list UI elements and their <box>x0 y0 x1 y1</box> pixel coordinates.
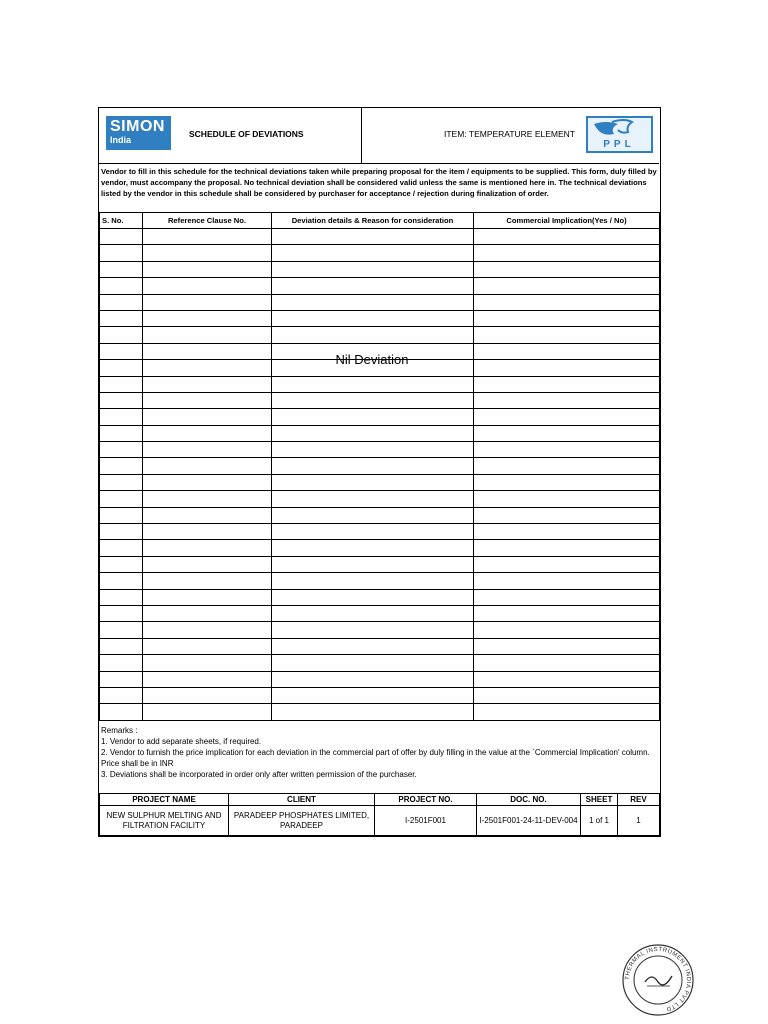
table-cell <box>143 409 272 425</box>
table-cell <box>143 425 272 441</box>
footer-header-client: CLIENT <box>229 794 375 806</box>
table-cell <box>143 327 272 343</box>
table-cell <box>100 474 143 490</box>
table-cell <box>143 376 272 392</box>
table-cell <box>272 491 474 507</box>
deviation-table-body <box>100 229 660 721</box>
document-header <box>99 108 659 164</box>
table-cell <box>272 310 474 326</box>
table-row <box>100 392 660 408</box>
table-cell <box>143 360 272 376</box>
table-cell <box>143 294 272 310</box>
table-row <box>100 638 660 654</box>
table-cell <box>272 605 474 621</box>
table-cell <box>100 491 143 507</box>
table-cell <box>143 310 272 326</box>
table-row <box>100 671 660 687</box>
footer-header-sheet: SHEET <box>581 794 618 806</box>
table-cell <box>474 589 660 605</box>
table-row <box>100 491 660 507</box>
table-cell <box>272 671 474 687</box>
table-cell <box>474 376 660 392</box>
table-cell <box>143 343 272 359</box>
table-cell <box>143 671 272 687</box>
table-cell <box>474 310 660 326</box>
table-cell <box>272 458 474 474</box>
table-cell <box>474 540 660 556</box>
table-row <box>100 294 660 310</box>
deviation-table <box>99 212 660 721</box>
table-cell <box>100 704 143 720</box>
logo-india-text: India <box>110 135 132 145</box>
table-cell <box>100 540 143 556</box>
table-row <box>100 540 660 556</box>
table-cell <box>143 278 272 294</box>
simon-india-logo <box>106 116 171 150</box>
table-cell <box>143 573 272 589</box>
table-cell <box>143 655 272 671</box>
table-cell <box>272 638 474 654</box>
table-cell <box>100 278 143 294</box>
table-cell <box>474 458 660 474</box>
table-row <box>100 229 660 245</box>
table-cell <box>272 556 474 572</box>
footer-header-row <box>100 794 660 806</box>
table-row <box>100 310 660 326</box>
table-cell <box>474 327 660 343</box>
table-cell <box>474 442 660 458</box>
doc-no-value: I-2501F001-24-11-DEV-004 <box>477 806 581 836</box>
table-cell <box>100 458 143 474</box>
table-cell <box>272 687 474 703</box>
sheet-value: 1 of 1 <box>581 806 618 836</box>
table-row <box>100 622 660 638</box>
table-cell <box>474 294 660 310</box>
table-cell <box>474 425 660 441</box>
table-cell <box>143 229 272 245</box>
table-cell <box>474 671 660 687</box>
table-cell <box>272 442 474 458</box>
table-cell <box>100 310 143 326</box>
table-cell <box>272 409 474 425</box>
footer-table <box>99 793 660 836</box>
table-row <box>100 425 660 441</box>
table-row <box>100 704 660 720</box>
table-cell <box>272 573 474 589</box>
table-cell <box>474 474 660 490</box>
table-cell <box>100 655 143 671</box>
table-cell <box>272 425 474 441</box>
table-row <box>100 409 660 425</box>
table-cell <box>272 524 474 540</box>
table-cell <box>272 229 474 245</box>
footer-header-project-name: PROJECT NAME <box>100 794 229 806</box>
table-cell <box>100 360 143 376</box>
document-footer <box>99 793 659 836</box>
table-cell <box>272 507 474 523</box>
table-cell <box>143 540 272 556</box>
table-cell <box>272 376 474 392</box>
ppl-logo <box>586 116 653 153</box>
deviation-schedule-sheet <box>98 107 661 837</box>
table-cell <box>143 622 272 638</box>
table-cell <box>100 507 143 523</box>
table-row <box>100 524 660 540</box>
table-cell <box>272 245 474 261</box>
item-title: ITEM: TEMPERATURE ELEMENT <box>444 129 575 139</box>
table-cell <box>143 245 272 261</box>
rev-value: 1 <box>618 806 660 836</box>
table-cell <box>100 409 143 425</box>
project-no-value: I-2501F001 <box>375 806 477 836</box>
table-cell <box>474 704 660 720</box>
remarks-title: Remarks : <box>101 726 138 735</box>
remark-item: 3. Deviations shall be incorporated in order only after written permission of the purchaser. <box>101 770 417 779</box>
table-cell <box>100 343 143 359</box>
table-row <box>100 589 660 605</box>
table-cell <box>143 392 272 408</box>
table-row <box>100 655 660 671</box>
table-cell <box>100 442 143 458</box>
table-cell <box>474 507 660 523</box>
table-cell <box>474 638 660 654</box>
table-cell <box>474 278 660 294</box>
table-cell <box>272 474 474 490</box>
remark-item: 1. Vendor to add separate sheets, if required. <box>101 737 262 746</box>
table-cell <box>143 261 272 277</box>
table-cell <box>100 589 143 605</box>
table-cell <box>100 229 143 245</box>
table-cell <box>474 491 660 507</box>
remarks-section <box>101 725 657 780</box>
project-name-value: NEW SULPHUR MELTING AND FILTRATION FACILITY <box>100 806 229 836</box>
table-row <box>100 245 660 261</box>
company-seal-stamp <box>620 942 696 1018</box>
table-cell <box>143 687 272 703</box>
table-cell <box>272 294 474 310</box>
table-cell <box>100 425 143 441</box>
seal-icon <box>620 942 696 1018</box>
table-cell <box>143 491 272 507</box>
table-cell <box>272 589 474 605</box>
table-cell <box>474 524 660 540</box>
table-cell <box>474 655 660 671</box>
footer-value-row <box>100 806 660 836</box>
table-cell <box>474 556 660 572</box>
table-cell <box>272 261 474 277</box>
svg-text:THERMAL INSTRUMENT INDIA PVT L <box>625 947 691 1012</box>
table-cell <box>474 343 660 359</box>
deviation-table-wrapper <box>99 212 659 721</box>
table-cell <box>474 245 660 261</box>
table-cell <box>272 540 474 556</box>
ppl-logo-text: PPL <box>603 139 635 150</box>
client-value: PARADEEP PHOSPHATES LIMITED, PARADEEP <box>229 806 375 836</box>
instructions-text: Vendor to fill in this schedule for the technical deviations taken while preparing proposal for the item / equipments to be supplied. This form, duly filled by vendor, must accompany the proposal. No technical deviation shall be considered valid unless the same is mentioned here in. The technical deviations listed by the vendor in this schedule shall be considered by purchaser for acceptance / rejection during finalization of order. <box>101 167 657 198</box>
table-row <box>100 474 660 490</box>
table-cell <box>100 261 143 277</box>
ppl-logo-icon <box>588 118 651 151</box>
table-cell <box>474 229 660 245</box>
table-cell <box>100 605 143 621</box>
table-cell <box>272 622 474 638</box>
table-row <box>100 556 660 572</box>
table-cell <box>100 294 143 310</box>
table-cell <box>474 261 660 277</box>
table-cell <box>100 392 143 408</box>
remark-item: 2. Vendor to furnish the price implication for each deviation in the commercial part of offer by duly filling in the value at the `Commercial Implication' column. Price shall be in INR <box>101 748 650 768</box>
footer-header-project-no: PROJECT NO. <box>375 794 477 806</box>
table-cell <box>100 524 143 540</box>
table-cell <box>474 687 660 703</box>
table-header-row <box>100 213 660 229</box>
table-cell <box>143 605 272 621</box>
table-cell <box>143 442 272 458</box>
column-header-commercial: Commercial Implication(Yes / No) <box>474 213 660 229</box>
footer-header-rev: REV <box>618 794 660 806</box>
table-cell <box>143 458 272 474</box>
nil-deviation-text: Nil Deviation <box>335 352 409 367</box>
table-row <box>100 261 660 277</box>
table-row <box>100 507 660 523</box>
table-cell <box>143 524 272 540</box>
table-cell <box>272 392 474 408</box>
table-cell <box>100 573 143 589</box>
table-cell <box>143 474 272 490</box>
column-header-reference: Reference Clause No. <box>143 213 272 229</box>
table-row <box>100 376 660 392</box>
table-row <box>100 278 660 294</box>
table-cell <box>100 687 143 703</box>
table-cell <box>143 638 272 654</box>
column-header-sno: S. No. <box>100 213 143 229</box>
table-cell <box>143 704 272 720</box>
document-title: SCHEDULE OF DEVIATIONS <box>189 129 304 139</box>
table-cell <box>100 556 143 572</box>
table-cell <box>474 605 660 621</box>
table-row <box>100 442 660 458</box>
table-row <box>100 327 660 343</box>
column-header-deviation: Deviation details & Reason for consideration <box>272 213 474 229</box>
table-cell <box>100 245 143 261</box>
table-cell <box>100 671 143 687</box>
signature-mark <box>645 976 672 985</box>
table-cell <box>474 573 660 589</box>
footer-header-doc-no: DOC. NO. <box>477 794 581 806</box>
table-cell <box>474 409 660 425</box>
table-cell <box>143 589 272 605</box>
table-cell <box>100 638 143 654</box>
table-cell <box>474 392 660 408</box>
logo-simon-text: SIMON <box>110 118 165 135</box>
table-cell <box>100 376 143 392</box>
table-cell <box>474 360 660 376</box>
table-cell <box>272 655 474 671</box>
seal-text: THERMAL INSTRUMENT INDIA PVT LTD <box>624 946 692 1012</box>
table-cell <box>474 622 660 638</box>
table-cell <box>272 327 474 343</box>
table-row <box>100 458 660 474</box>
table-cell <box>143 556 272 572</box>
table-cell <box>272 278 474 294</box>
table-cell <box>272 704 474 720</box>
header-divider <box>361 108 362 163</box>
table-row <box>100 605 660 621</box>
table-cell <box>100 327 143 343</box>
table-cell <box>100 622 143 638</box>
table-row <box>100 573 660 589</box>
table-row <box>100 687 660 703</box>
table-cell <box>143 507 272 523</box>
